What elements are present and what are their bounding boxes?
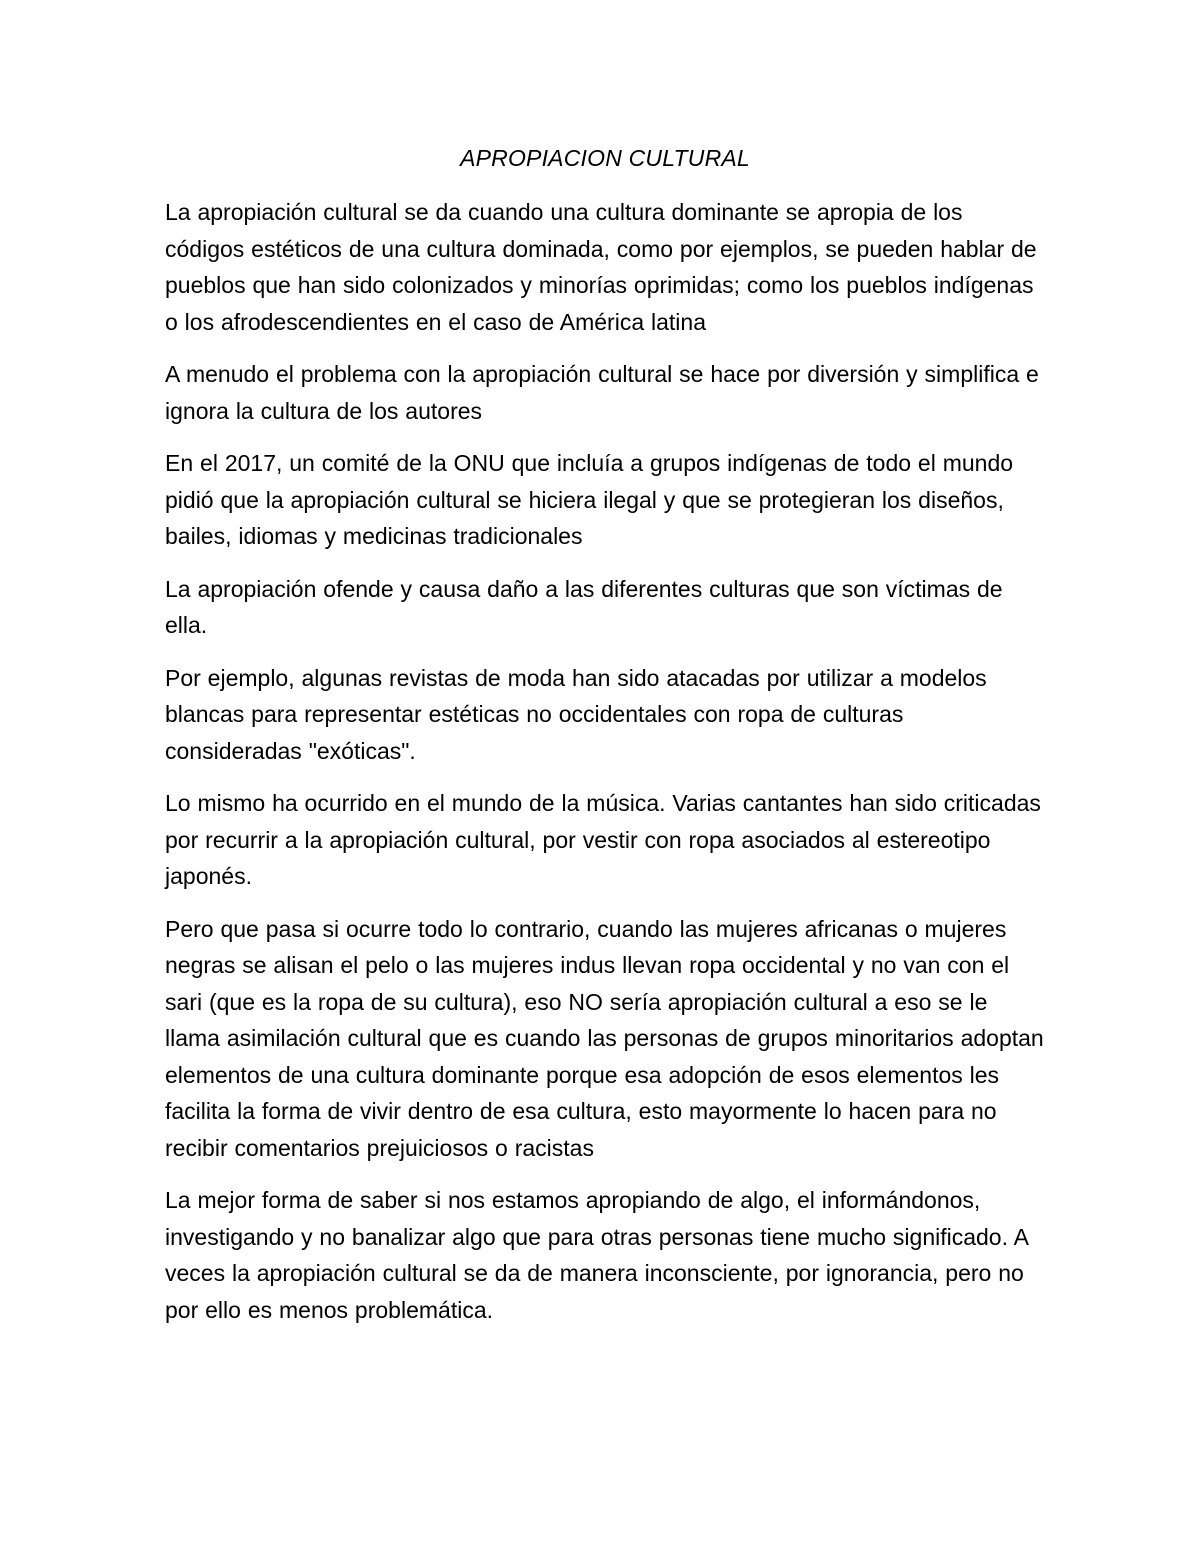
paragraph-2: A menudo el problema con la apropiación cultural se hace por diversión y simplifica e ignora la cultura de los autores — [165, 361, 1039, 424]
paragraph-7: Pero que pasa si ocurre todo lo contrario, cuando las mujeres africanas o mujeres negras se alisan el pelo o las mujeres indus llevan ropa occidental y no van con el sari (que es la ropa de su cultura), eso NO sería apropiación cultural a eso se le llama asimilación cultural que es cuando las personas de grupos minoritarios adoptan elementos de una cultura dominante porque esa adopción de esos elementos les facilita la forma de vivir dentro de esa cultura, esto mayormente lo hacen para no recibir comentarios prejuiciosos o racistas — [165, 915, 1044, 1161]
paragraph-5: Por ejemplo, algunas revistas de moda han sido atacadas por utilizar a modelos blancas para representar estéticas no occidentales con ropa de culturas consideradas "exóticas". — [165, 664, 987, 764]
document-title: APROPIACION CULTURAL — [460, 145, 750, 171]
document-body — [165, 140, 1045, 1344]
paragraph-3: En el 2017, un comité de la ONU que incluía a grupos indígenas de todo el mundo pidió que la apropiación cultural se hiciera ilegal y que se protegieran los diseños, bailes, idiomas y medicinas tradicionales — [165, 450, 1014, 549]
paragraph-1: La apropiación cultural se da cuando una cultura dominante se apropia de los códigos estéticos de una cultura dominada, como por ejemplos, se pueden hablar de pueblos que han sido colonizados y minorías oprimidas; como los pueblos indígenas o los afrodescendientes en el caso de América latina — [165, 199, 1037, 335]
paragraph-6: Lo mismo ha ocurrido en el mundo de la música. Varias cantantes han sido criticadas por recurrir a la apropiación cultural, por vestir con ropa asociados al estereotipo japonés. — [165, 790, 1041, 889]
paragraph-4: La apropiación ofende y causa daño a las diferentes culturas que son víctimas de ella. — [165, 575, 1003, 638]
paragraph-8: La mejor forma de saber si nos estamos apropiando de algo, el informándonos, investigando y no banalizar algo que para otras personas tiene mucho significado. A veces la apropiación cultural se da de manera inconsciente, por ignorancia, pero no por ello es menos problemática. — [165, 1187, 1028, 1323]
